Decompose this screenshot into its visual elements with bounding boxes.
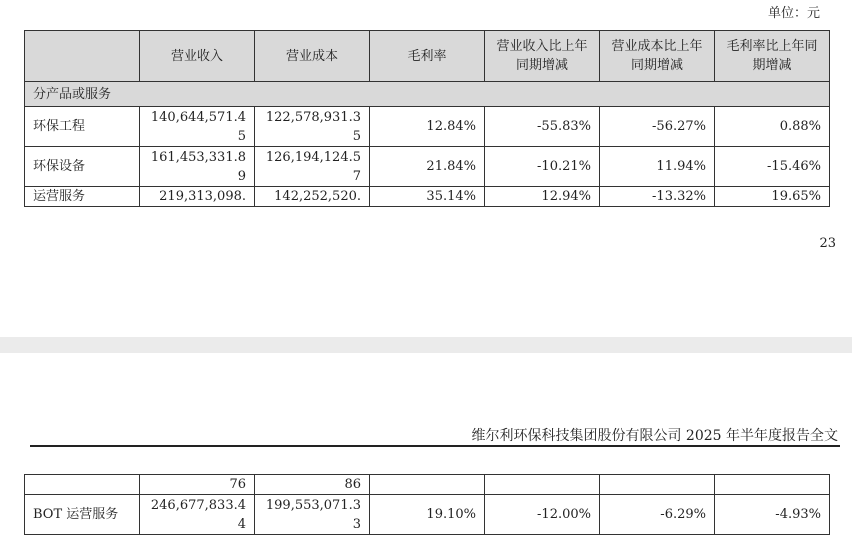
product-revenue-table-continued	[24, 474, 830, 535]
row-cost-tail: 86	[255, 475, 370, 495]
row-cost: 122,578,931.35	[255, 107, 370, 147]
row-revenue: 246,677,833.44	[140, 495, 255, 535]
row-revenue: 140,644,571.45	[140, 107, 255, 147]
table-row	[25, 187, 830, 207]
row-revenue-change	[485, 475, 600, 495]
row-margin: 35.14%	[370, 187, 485, 207]
row-cost-change: -6.29%	[600, 495, 715, 535]
row-cost-change: -56.27%	[600, 107, 715, 147]
row-cost: 199,553,071.33	[255, 495, 370, 535]
row-margin-change: 19.65%	[715, 187, 830, 207]
row-revenue-change: -55.83%	[485, 107, 600, 147]
table-header-row	[25, 31, 830, 82]
row-cost: 126,194,124.57	[255, 147, 370, 187]
row-name: 运营服务	[25, 187, 140, 207]
row-cost-change: -13.32%	[600, 187, 715, 207]
header-margin-change: 毛利率比上年同期增减	[715, 31, 830, 82]
row-margin: 12.84%	[370, 107, 485, 147]
row-revenue-change: -12.00%	[485, 495, 600, 535]
row-margin	[370, 475, 485, 495]
header-blank	[25, 31, 140, 82]
table-row-continued	[25, 475, 830, 495]
row-margin: 19.10%	[370, 495, 485, 535]
page-number: 23	[819, 236, 836, 251]
unit-label: 单位：元	[767, 6, 820, 21]
table-row	[25, 147, 830, 187]
row-margin: 21.84%	[370, 147, 485, 187]
row-margin-change	[715, 475, 830, 495]
table-row	[25, 495, 830, 535]
row-cost-change: 11.94%	[600, 147, 715, 187]
product-revenue-table	[24, 30, 830, 207]
page-break	[0, 337, 852, 353]
row-name: BOT 运营服务	[25, 495, 140, 535]
row-cost: 142,252,520.	[255, 187, 370, 207]
table-row	[25, 107, 830, 147]
running-header: 维尔利环保科技集团股份有限公司 2025 年半年度报告全文	[471, 428, 838, 444]
row-revenue: 161,453,331.89	[140, 147, 255, 187]
row-revenue: 219,313,098.	[140, 187, 255, 207]
section-label: 分产品或服务	[25, 82, 830, 107]
row-margin-change: -4.93%	[715, 495, 830, 535]
row-margin-change: 0.88%	[715, 107, 830, 147]
row-name: 环保设备	[25, 147, 140, 187]
section-row	[25, 82, 830, 107]
row-name: 环保工程	[25, 107, 140, 147]
row-revenue-change: -10.21%	[485, 147, 600, 187]
header-revenue-change: 营业收入比上年同期增减	[485, 31, 600, 82]
row-margin-change: -15.46%	[715, 147, 830, 187]
header-revenue: 营业收入	[140, 31, 255, 82]
row-revenue-change: 12.94%	[485, 187, 600, 207]
header-cost: 营业成本	[255, 31, 370, 82]
header-rule	[30, 445, 840, 447]
header-cost-change: 营业成本比上年同期增减	[600, 31, 715, 82]
header-gross-margin: 毛利率	[370, 31, 485, 82]
row-name	[25, 475, 140, 495]
row-cost-change	[600, 475, 715, 495]
row-revenue-tail: 76	[140, 475, 255, 495]
